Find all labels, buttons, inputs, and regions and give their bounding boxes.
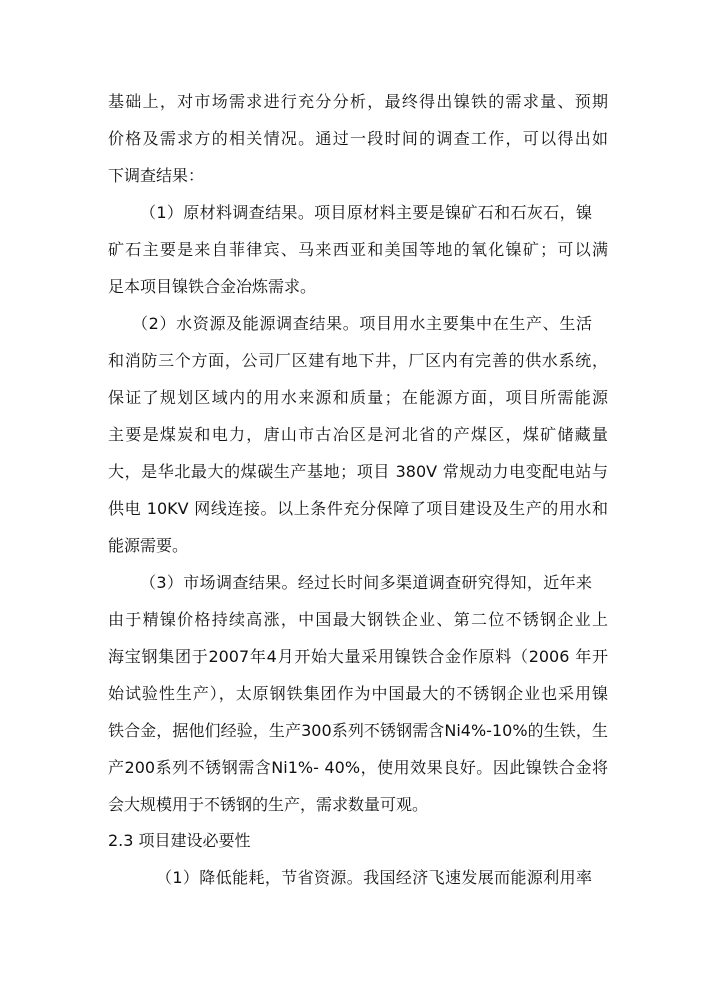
paragraph-line: 产200系列不锈钢需含Ni1%- 40%，使用效果良好。因此镍铁合金将 — [108, 758, 608, 777]
paragraph-line: 保证了规划区域内的用水来源和质量；在能源方面，项目所需能源 — [108, 388, 608, 407]
paragraph-line: 下调查结果： — [108, 166, 205, 185]
paragraph-line: （1）原材料调查结果。项目原材料主要是镍矿石和石灰石，镍 — [140, 203, 592, 222]
paragraph-line: 由于精镍价格持续高涨，中国最大钢铁企业、第二位不锈钢企业上 — [108, 610, 608, 629]
paragraph-line: 海宝钢集团于2007年4月开始大量采用镍铁合金作原料（2006 年开 — [108, 647, 608, 666]
paragraph-line: 始试验性生产），太原钢铁集团作为中国最大的不锈钢企业也采用镍 — [108, 684, 608, 703]
paragraph-line: 矿石主要是来自菲律宾、马来西亚和美国等地的氧化镍矿；可以满 — [108, 240, 608, 259]
paragraph-line: 供电 10KV 网线连接。以上条件充分保障了项目建设及生产的用水和 — [108, 499, 608, 518]
paragraph-line: 大，是华北最大的煤碳生产基地；项目 380V 常规动力电变配电站与 — [108, 462, 608, 481]
paragraph-line: 足本项目镍铁合金冶炼需求。 — [108, 277, 317, 296]
paragraph-line: 价格及需求方的相关情况。通过一段时间的调查工作，可以得出如 — [108, 129, 608, 148]
paragraph-line: 基础上，对市场需求进行充分分析，最终得出镍铁的需求量、预期 — [108, 92, 608, 111]
paragraph-line: （3）市场调查结果。经过长时间多渠道调查研究得知，近年来 — [140, 573, 592, 592]
paragraph-line: 和消防三个方面，公司厂区建有地下井，厂区内有完善的供水系统， — [108, 351, 608, 370]
paragraph-line: （1）降低能耗，节省资源。我国经济飞速发展而能源利用率 — [156, 868, 592, 887]
paragraph-line: 能源需要。 — [108, 536, 189, 555]
paragraph-line: 主要是煤炭和电力，唐山市古冶区是河北省的产煤区，煤矿储藏量 — [108, 425, 608, 444]
paragraph-line: 会大规模用于不锈钢的生产，需求数量可观。 — [108, 795, 429, 814]
section-heading: 2.3 项目建设必要性 — [108, 831, 251, 850]
paragraph-line: （2）水资源及能源调查结果。项目用水主要集中在生产、生活 — [132, 314, 592, 333]
paragraph-line: 铁合金，据他们经验，生产300系列不锈钢需含Ni4%-10%的生铁，生 — [108, 721, 608, 740]
